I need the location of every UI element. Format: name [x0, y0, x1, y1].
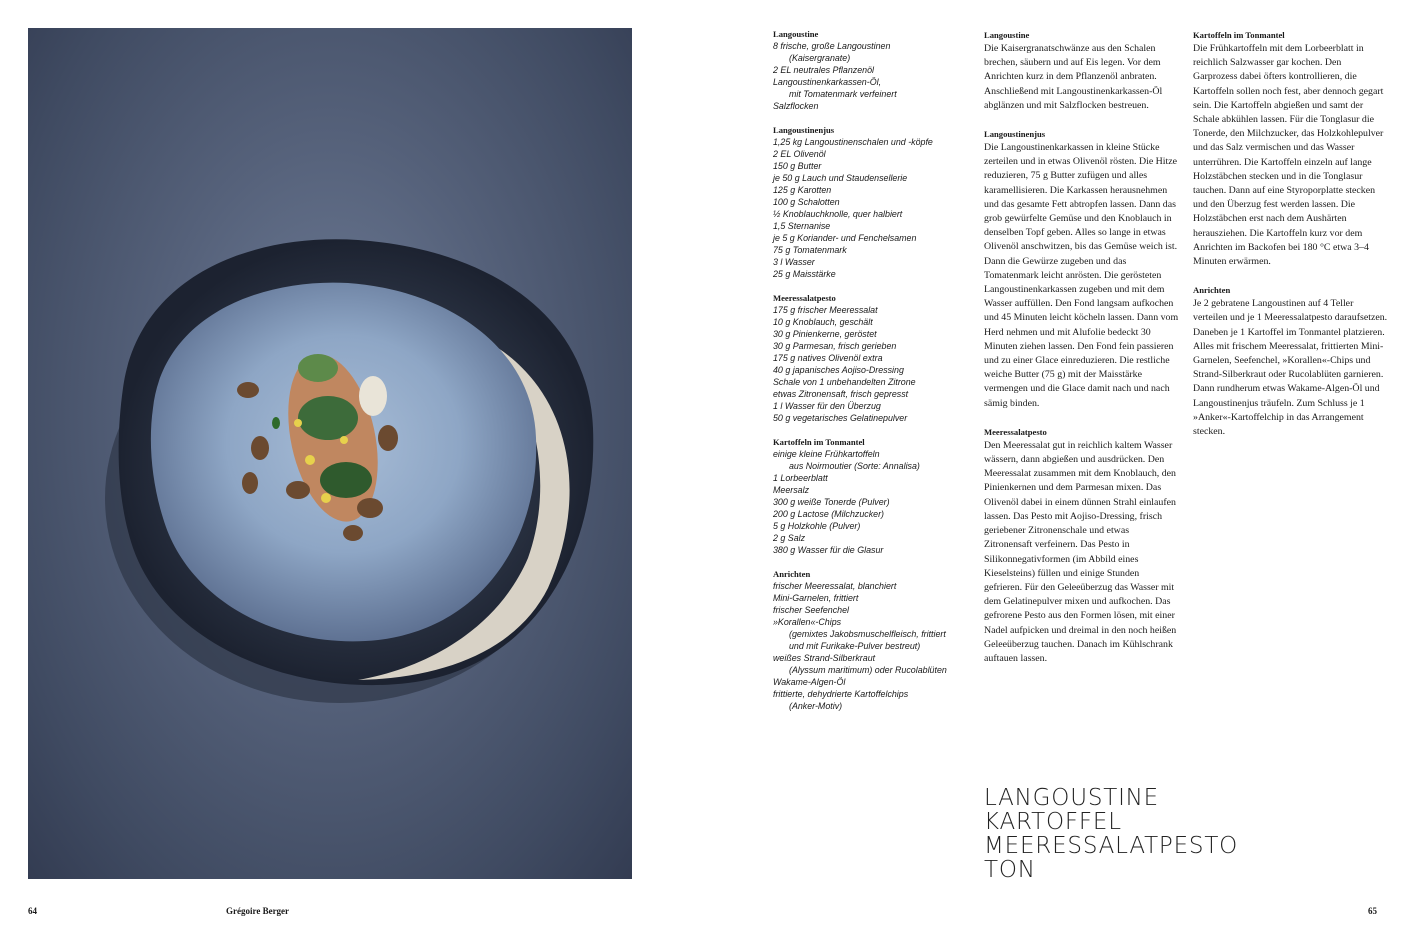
ingredient-section — [773, 28, 973, 112]
ingredient-heading: Langoustinenjus — [773, 125, 835, 135]
ingredient-item: (Kaisergranate) — [789, 53, 851, 63]
ingredient-item: 5 g Holzkohle (Pulver) — [773, 521, 861, 531]
plated-dish-illustration — [28, 28, 632, 879]
method-heading: Kartoffeln im Tonmantel — [1193, 30, 1285, 40]
method-column-right — [1193, 28, 1388, 453]
ingredient-item: 2 EL neutrales Pflanzenöl — [773, 65, 874, 75]
method-heading: Meeressalatpesto — [984, 426, 1047, 437]
author-name: Grégoire Berger — [226, 906, 290, 916]
ingredient-item: 25 g Maisstärke — [773, 269, 836, 279]
method-section — [984, 127, 1179, 411]
ingredient-item: 40 g japanisches Aojiso-Dressing — [773, 365, 904, 375]
ingredient-item: (Alyssum maritimum) oder Rucolablüten — [789, 665, 947, 675]
ingredient-item: Meersalz — [773, 485, 810, 495]
ingredient-item: 380 g Wasser für die Glasur — [773, 545, 884, 555]
ingredient-item: 1 l Wasser für den Überzug — [773, 401, 881, 411]
ingredient-item: 30 g Parmesan, frisch gerieben — [773, 341, 897, 351]
ingredient-item: Salzflocken — [773, 101, 819, 111]
ingredient-item: je 50 g Lauch und Staudensellerie — [773, 173, 908, 183]
ingredient-item: frittierte, dehydrierte Kartoffelchips — [773, 689, 909, 699]
ingredient-item: 10 g Knoblauch, geschält — [773, 317, 873, 327]
ingredient-heading: Meeressalatpesto — [773, 293, 836, 303]
ingredient-item: 200 g Lactose (Milchzucker) — [773, 509, 884, 519]
ingredient-item: 2 EL Olivenöl — [773, 149, 826, 159]
ingredient-item: Langoustinenkarkassen-Öl, — [773, 77, 882, 87]
method-section — [984, 28, 1179, 113]
ingredient-item: weißes Strand-Silberkraut — [773, 653, 876, 663]
page-number-right: 65 — [1368, 906, 1377, 916]
ingredient-item: mit Tomatenmark verfeinert — [789, 89, 897, 99]
ingredient-item: 30 g Pinienkerne, geröstet — [773, 329, 877, 339]
ingredient-item: (gemixtes Jakobsmuschelfleisch, frittiert — [789, 629, 946, 639]
ingredient-item: aus Noirmoutier (Sorte: Annalisa) — [789, 461, 920, 471]
ingredient-item: 75 g Tomatenmark — [773, 245, 847, 255]
method-section — [1193, 283, 1388, 439]
title-line: TON — [984, 857, 1036, 883]
ingredient-heading: Anrichten — [773, 569, 811, 579]
ingredient-item: 175 g frischer Meeressalat — [773, 305, 878, 315]
method-heading: Langoustinenjus — [984, 129, 1046, 140]
ingredient-item: 150 g Butter — [773, 161, 822, 171]
ingredient-item: 175 g natives Olivenöl extra — [773, 353, 883, 363]
ingredient-item: etwas Zitronensaft, frisch gepresst — [773, 389, 909, 399]
ingredient-item: 1,5 Sternanise — [773, 221, 831, 231]
ingredient-item: (Anker-Motiv) — [789, 701, 843, 711]
ingredient-item: 50 g vegetarisches Gelatinepulver — [773, 413, 908, 423]
ingredient-section — [773, 124, 973, 280]
ingredient-item: 300 g weiße Tonerde (Pulver) — [773, 497, 890, 507]
method-text: Die Langoustinenkarkassen in kleine Stücke zerteilen und in etwas Olivenöl rösten. Die Hitze reduzieren, 75 g Butter zufügen und alles karamellisieren. Die Karkassen herausnehmen und das gesamte Fett abtropfen lassen. Dann das grob gewürfelte Gemüse und den Knoblauch in denselben Topf geben. Alles so lange in etwas Olivenöl anschwitzen, bis das Gemüse weich ist. Dann die Gewürze zugeben und das Tomatenmark leicht anrösten. Die gerösteten Langoustinenkarkassen zugeben und mit dem Wasser auffüllen. Den Fond langsam aufkochen und 45 Minuten leicht köcheln lassen. Dann vom Herd nehmen und mit Alufolie bedeckt 30 Minuten ziehen lassen. Den Fond fein passieren und zu einer Glace einreduzieren. Die restliche weiche Butter (75 g) mit der Maisstärke vermengen und die Glace damit nach und nach sämig binden. — [984, 142, 1179, 409]
method-heading: Langoustine — [984, 30, 1030, 40]
method-column-middle — [984, 28, 1179, 680]
ingredient-heading: Langoustine — [773, 29, 819, 39]
ingredient-item: und mit Furikake-Pulver bestreut) — [789, 641, 921, 651]
ingredient-item: 1 Lorbeerblatt — [773, 473, 828, 483]
method-text: Die Frühkartoffeln mit dem Lorbeerblatt in reichlich Salzwasser gar kochen. Den Garprozess dabei öfters kontrollieren, die Kartoffeln sollen noch fest, aber dennoch gegart sein. Die Kartoffeln abgießen und samt der Schale abkühlen lassen. Für die Tonglasur die Tonerde, den Milchzucker, das Holzkohlepulver und das Salz vermischen und das Wasser unterrühren. Die Kartoffeln einzeln auf lange Holzstäbchen stecken und in die Tonglasur tauchen. Dann auf eine Styroporplatte stecken und den Überzug fest werden lassen. Die Holzstäbchen erst nach dem Aushärten herausziehen. Die Kartoffeln kurz vor dem Anrichten im Backofen bei 180 °C etwa 3–4 Minuten erwärmen. — [1193, 43, 1384, 268]
ingredient-item: Schale von 1 unbehandelten Zitrone — [773, 377, 916, 387]
method-section — [1193, 28, 1388, 269]
title-line: KARTOFFEL — [984, 809, 1122, 835]
method-heading: Anrichten — [1193, 285, 1231, 296]
ingredient-heading: Kartoffeln im Tonmantel — [773, 437, 865, 447]
ingredient-item: Wakame-Algen-Öl — [773, 677, 846, 687]
ingredients-column — [773, 28, 973, 724]
ingredient-item: 8 frische, große Langoustinen — [773, 41, 891, 51]
dish-photo — [28, 28, 632, 879]
method-text: Je 2 gebratene Langoustinen auf 4 Teller verteilen und je 1 Meeressalatpesto daraufsetzen. Daneben je 1 Kartoffel im Tonmantel platzieren. Alles mit frischem Meeressalat, frittierten Mini-Garnelen, Seefenchel, »Korallen«-Chips und Strand-Silberkraut oder Rucolablüten garnieren. Dann rundherum etwas Wakame-Algen-Öl und Langoustinenjus träufeln. Zum Schluss je 1 »Anker«-Kartoffelchip in das Arrangement stecken. — [1193, 298, 1388, 438]
recipe-title — [984, 786, 1238, 882]
ingredient-item: 3 l Wasser — [773, 257, 815, 267]
ingredient-item: ½ Knoblauchknolle, quer halbiert — [773, 209, 903, 219]
ingredient-item: 2 g Salz — [773, 533, 806, 543]
ingredient-item: 125 g Karotten — [773, 185, 832, 195]
ingredient-item: Mini-Garnelen, frittiert — [773, 593, 859, 603]
ingredient-section — [773, 292, 973, 424]
method-text: Die Kaisergranatschwänze aus den Schalen brechen, säubern und auf Eis legen. Vor dem Anrichten kurz in dem Pflanzenöl anbraten. Anschließend mit Langoustinenkarkassen-Öl abglänzen und mit Salzflocken bestreuen. — [984, 43, 1163, 111]
ingredient-item: je 5 g Koriander- und Fenchelsamen — [773, 233, 917, 243]
page-number-left: 64 — [28, 906, 37, 916]
ingredient-section — [773, 568, 973, 712]
ingredient-item: frischer Seefenchel — [773, 605, 849, 615]
title-line: MEERESSALATPESTO — [984, 833, 1239, 859]
ingredient-item: »Korallen«-Chips — [773, 617, 842, 627]
ingredient-item: einige kleine Frühkartoffeln — [773, 449, 880, 459]
title-line: LANGOUSTINE — [984, 785, 1160, 811]
ingredient-item: frischer Meeressalat, blanchiert — [773, 581, 897, 591]
ingredient-section — [773, 436, 973, 556]
ingredient-item: 100 g Schalotten — [773, 197, 840, 207]
ingredient-item: 1,25 kg Langoustinenschalen und -köpfe — [773, 137, 933, 147]
method-text: Den Meeressalat gut in reichlich kaltem Wasser wässern, dann abgießen und ausdrücken. Den Meeressalat zusammen mit dem Knoblauch, den Pinienkernen und dem Parmesan mixen. Das Olivenöl dabei in einem dünnen Strahl einlaufen lassen. Das Pesto mit Aojiso-Dressing, frisch geriebener Zitronenschale und etwas Zitronensaft verfeinern. Das Pesto in Silikonnegativformen (im Abbild eines Kieselsteins) füllen und einige Stunden gefrieren. Für den Geleeüberzug das Wasser mit dem Gelatinepulver mixen und aufkochen. Das gefrorene Pesto aus den Formen lösen, mit einer Nadel aufpicken und dreimal in den noch heißen Geleeüberzug tauchen. Danach im Kühlschrank auftauen lassen. — [984, 439, 1177, 664]
method-section — [984, 425, 1179, 666]
